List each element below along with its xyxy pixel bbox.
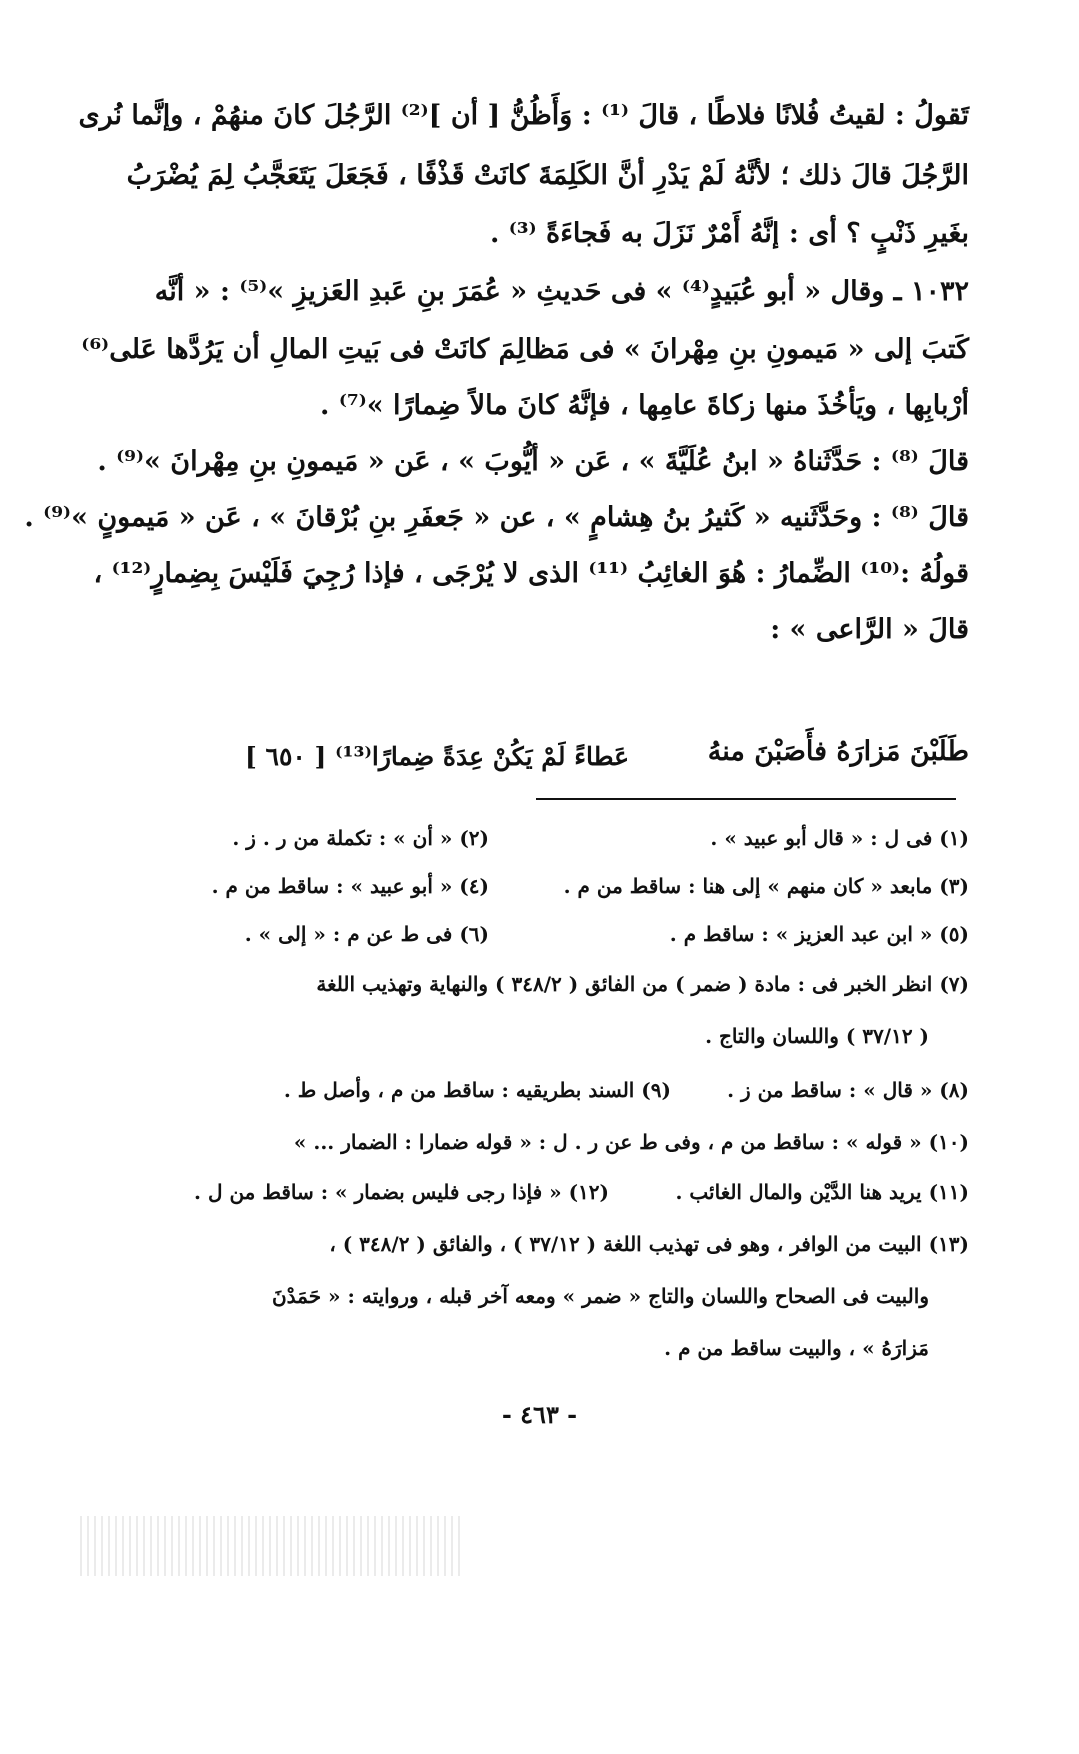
verse-first-hemistich: طَلَبْنَ مَزارَهُ فأَصَبْنَ منهُ (707, 736, 969, 767)
text-line-3: بغَيرِ ذَنْبٍ ؟ أى : إنَّهُ أَمْرٌ نَزَلَ به فَجاءَةً ⁽³⁾ . (489, 218, 969, 249)
footnote-12: (١٢) « فإذا رجى فليس بضمار » : ساقط من ل . (194, 1180, 609, 1204)
footnote-separator (536, 798, 956, 800)
text-line-4: ١٠٣٢ ـ وقال « أبو عُبَيدٍ⁽⁴⁾ » فى حَديثِ « عُمَرَ بنِ عَبدِ العَزيزِ »⁽⁵⁾ : « أنَّه (154, 276, 969, 307)
footnote-13-continued-1: والبيت فى الصحاح واللسان والتاج « ضمر » ومعه آخر قبله ، وروايته : « حَمَدْنَ (271, 1284, 929, 1308)
footnote-8: (٨) « قال » : ساقط من ز . (727, 1078, 969, 1102)
footnote-13: (١٣) البيت من الوافر ، وهو فى تهذيب اللغة ( ٣٧/١٢ ) ، والفائق ( ٣٤٨/٢ ) ، (329, 1232, 969, 1256)
footnote-7: (٧) انظر الخبر فى : مادة ( ضمر ) من الفائق ( ٣٤٨/٢ ) والنهاية وتهذيب اللغة (316, 972, 969, 996)
footnote-13-continued-2: مَزارَهُ » ، والبيت ساقط من م . (664, 1336, 929, 1360)
footnote-10: (١٠) « قوله » : ساقط من م ، وفى ط عن ر . ل : « قوله ضمارا : الضمار ... » (293, 1130, 969, 1154)
text-line-1: تَقولُ : لقيتُ فُلانًا فلاطًا ، قالَ ⁽¹⁾ : وَأَظُنُّ [ أن ]⁽²⁾ الرَّجُلَ كانَ منهُمْ ، وإنَّما نُرى (78, 100, 969, 131)
footnote-2: (٢) « أن » : تكملة من ر . ز . (232, 826, 489, 850)
scan-artifact (80, 1516, 460, 1576)
text-line-8: قالَ ⁽⁸⁾ : وحَدَّثَنيه « كَثيرُ بنُ هِشامٍ » ، عن « جَعفَرِ بنِ بُرْقانَ » ، عَن « مَيمونٍ »⁽⁹⁾ . (24, 502, 969, 533)
text-line-6: أرْبابِها ، ويَأخُذَ منها زكاةَ عامِها ، فإنَّهُ كانَ مالاً ضِمارًا »⁽⁷⁾ . (320, 390, 969, 421)
page-number: - ٤٦٣ - (501, 1400, 578, 1429)
footnote-3: (٣) مابعد « كان منهم » إلى هنا : ساقط من م . (563, 874, 969, 898)
footnote-11: (١١) يريد هنا الدَّيْن والمال الغائب . (675, 1180, 969, 1204)
footnote-7-continued: ( ٣٧/١٢ ) واللسان والتاج . (705, 1024, 929, 1048)
verse-second-hemistich: عَطاءً لَمْ يَكُنْ عِدَةً ضِمارًا⁽¹³⁾ [ ٦٥٠ ] (245, 742, 630, 771)
text-line-10: قالَ « الرَّاعى » : (770, 614, 969, 645)
text-line-9: قولُهُ :⁽¹⁰⁾ الضِّمارُ : هُوَ الغائِبُ ⁽¹¹⁾ الذى لا يُرْجَى ، فإذا رُجِيَ فَلَيْسَ بِضِمارٍ⁽¹²⁾ ، (93, 558, 969, 589)
footnote-4: (٤) « أبو عبيد » : ساقط من م . (211, 874, 489, 898)
footnote-9: (٩) السند بطريقيه : ساقط من م ، وأصل ط . (283, 1078, 671, 1102)
footnote-1: (١) فى ل : « قال أبو عبيد » . (710, 826, 969, 850)
text-line-7: قالَ ⁽⁸⁾ : حَدَّثَناهُ « ابنُ عُلَيَّةَ » ، عَن « أيُّوبَ » ، عَن « مَيمونِ بنِ مِهْرانَ »⁽⁹⁾ . (97, 446, 969, 477)
text-line-2: الرَّجُلَ قالَ ذلك ؛ لأنَّهُ لَمْ يَدْرِ أنَّ الكَلِمَةَ كانَتْ قَذْفًا ، فَجَعَلَ يَتَعَجَّبُ لِمَ يُضْرَبُ (126, 160, 969, 191)
text-line-5: كَتبَ إلى « مَيمونِ بنِ مِهْرانَ » فى مَظالِمَ كانَتْ فى بَيتِ المالِ أن يَرُدَّها عَلى⁽⁶⁾ (81, 334, 969, 365)
footnote-6: (٦) فى ط عن م : « إلى » . (244, 922, 489, 946)
footnote-5: (٥) « ابن عبد العزيز » : ساقط م . (669, 922, 969, 946)
